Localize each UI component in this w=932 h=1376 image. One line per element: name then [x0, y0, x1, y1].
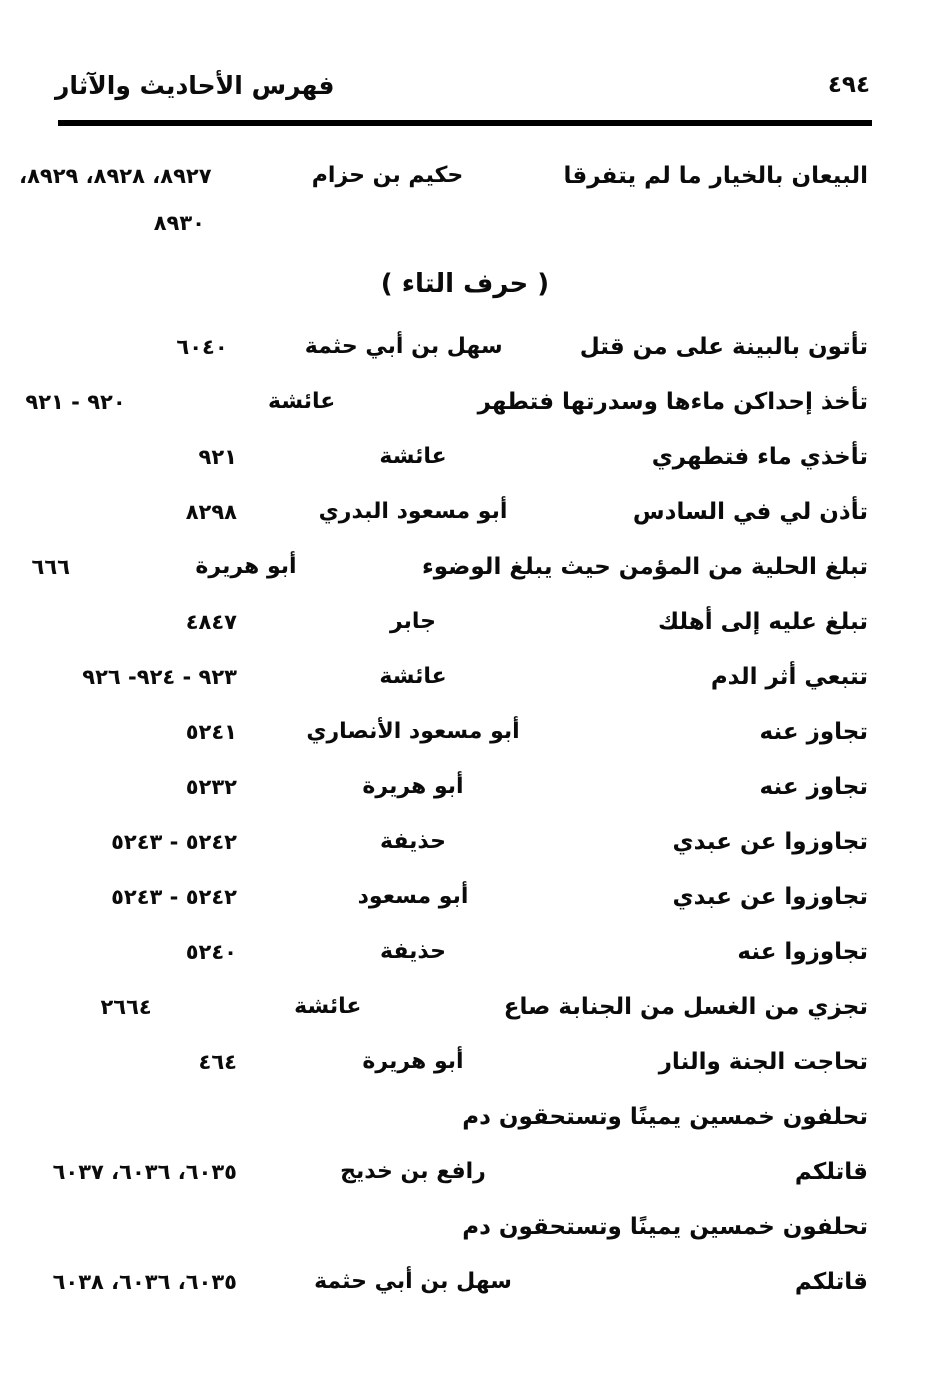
narrator-name: سهل بن أبي حثمة — [304, 334, 503, 359]
narrator-name: أبو مسعود البدري — [318, 499, 508, 524]
hadith-text: تحلفون خمسين يمينًا وتستحقون دم — [462, 1103, 868, 1130]
hadith-text: تحلفون خمسين يمينًا وتستحقون دم — [462, 1213, 868, 1240]
hadith-numbers: ٨٩٣٠ — [153, 211, 205, 235]
hadith-text: تأخذ إحداكن ماءها وسدرتها فتطهر — [477, 388, 868, 415]
narrator-name: حذيفة — [380, 939, 446, 964]
hadith-text: تأخذي ماء فتطهري — [651, 443, 868, 470]
hadith-text: تجاوزوا عنه — [737, 938, 868, 965]
hadith-numbers: ٦٠٣٥، ٦٠٣٦، ٦٠٣٧ — [52, 1159, 237, 1184]
hadith-text: تجاوزوا عن عبدي — [672, 828, 868, 855]
index-row — [19, 148, 868, 203]
hadith-text: تتبعي أثر الدم — [710, 663, 868, 690]
hadith-numbers: ٤٨٤٧ — [185, 609, 237, 634]
narrator-name: عائشة — [294, 994, 362, 1019]
index-row — [62, 704, 868, 759]
narrator-name: أبو مسعود الأنصاري — [306, 719, 520, 744]
index-row — [62, 484, 868, 539]
hadith-text: تجاوز عنه — [759, 773, 868, 800]
hadith-numbers: ٢٦٦٤ — [100, 994, 152, 1019]
hadith-numbers: ٩٢١ — [198, 444, 237, 469]
hadith-numbers: ٩٢٣ - ٩٢٤- ٩٢٦ — [82, 664, 237, 689]
index-row — [62, 869, 868, 924]
hadith-text: تأذن لي في السادس — [632, 498, 868, 525]
hadith-numbers: ٥٢٤١ — [185, 719, 237, 744]
hadith-text: تبلغ الحلية من المؤمن حيث يبلغ الوضوء — [421, 553, 868, 580]
index-row — [62, 1034, 868, 1089]
hadith-text: قاتلكم — [794, 1158, 868, 1185]
narrator-name: عائشة — [268, 389, 336, 414]
hadith-text: تأتون بالبينة على من قتل — [579, 333, 868, 360]
index-row-continuation — [62, 203, 868, 243]
index-row — [31, 539, 868, 594]
narrator-name: رافع بن خديج — [340, 1159, 486, 1184]
page-header — [0, 0, 932, 106]
index-row — [62, 429, 868, 484]
page-title: فهرس الأحاديث والآثار — [55, 70, 335, 100]
hadith-text: تبلغ عليه إلى أهلك — [657, 608, 868, 635]
index-row — [62, 1089, 868, 1144]
narrator-name: أبو هريرة — [362, 774, 464, 799]
index-content — [0, 148, 932, 1309]
index-row — [62, 649, 868, 704]
narrator-name: أبو هريرة — [362, 1049, 464, 1074]
hadith-numbers: ٦٠٤٠ — [176, 334, 228, 359]
page-number: ٤٩٤ — [827, 72, 870, 98]
index-row — [52, 1254, 868, 1309]
hadith-text: تحاجت الجنة والنار — [658, 1048, 868, 1075]
index-row — [62, 924, 868, 979]
hadith-numbers: ٥٢٣٢ — [185, 774, 237, 799]
index-row — [62, 594, 868, 649]
narrator-name: أبو مسعود — [357, 884, 469, 909]
hadith-text: تجاوزوا عن عبدي — [672, 883, 868, 910]
narrator-name: عائشة — [379, 664, 447, 689]
hadith-numbers: ٥٢٤٢ - ٥٢٤٣ — [111, 884, 237, 909]
hadith-text: تجاوز عنه — [759, 718, 868, 745]
narrator-name: حذيفة — [380, 829, 446, 854]
hadith-numbers: ٨٢٩٨ — [185, 499, 237, 524]
hadith-numbers: ٥٢٤٢ - ٥٢٤٣ — [111, 829, 237, 854]
index-row — [52, 1144, 868, 1199]
index-row — [62, 319, 868, 374]
index-row — [62, 814, 868, 869]
hadith-numbers: ٩٢٠ - ٩٢١ — [25, 389, 126, 414]
hadith-numbers: ٥٢٤٠ — [185, 939, 237, 964]
index-row — [62, 759, 868, 814]
hadith-numbers: ٦٠٣٥، ٦٠٣٦، ٦٠٣٨ — [52, 1269, 237, 1294]
narrator-name: عائشة — [379, 444, 447, 469]
hadith-text: البيعان بالخيار ما لم يتفرقا — [563, 162, 868, 189]
narrator-name: جابر — [389, 609, 437, 634]
hadith-numbers: ٤٦٤ — [198, 1049, 237, 1074]
index-row — [62, 979, 868, 1034]
hadith-numbers: ٨٩٢٧، ٨٩٢٨، ٨٩٢٩، — [19, 163, 212, 188]
hadith-numbers: ٦٦٦ — [31, 554, 70, 579]
section-heading: ( حرف التاء ) — [380, 269, 550, 299]
hadith-text: قاتلكم — [794, 1268, 868, 1295]
index-row — [62, 1199, 868, 1254]
narrator-name: حكيم بن حزام — [311, 163, 464, 188]
header-divider — [58, 120, 872, 126]
narrator-name: أبو هريرة — [195, 554, 297, 579]
narrator-name: سهل بن أبي حثمة — [314, 1269, 512, 1294]
index-row — [25, 374, 868, 429]
hadith-text: تجزي من الغسل من الجنابة صاع — [503, 993, 868, 1020]
